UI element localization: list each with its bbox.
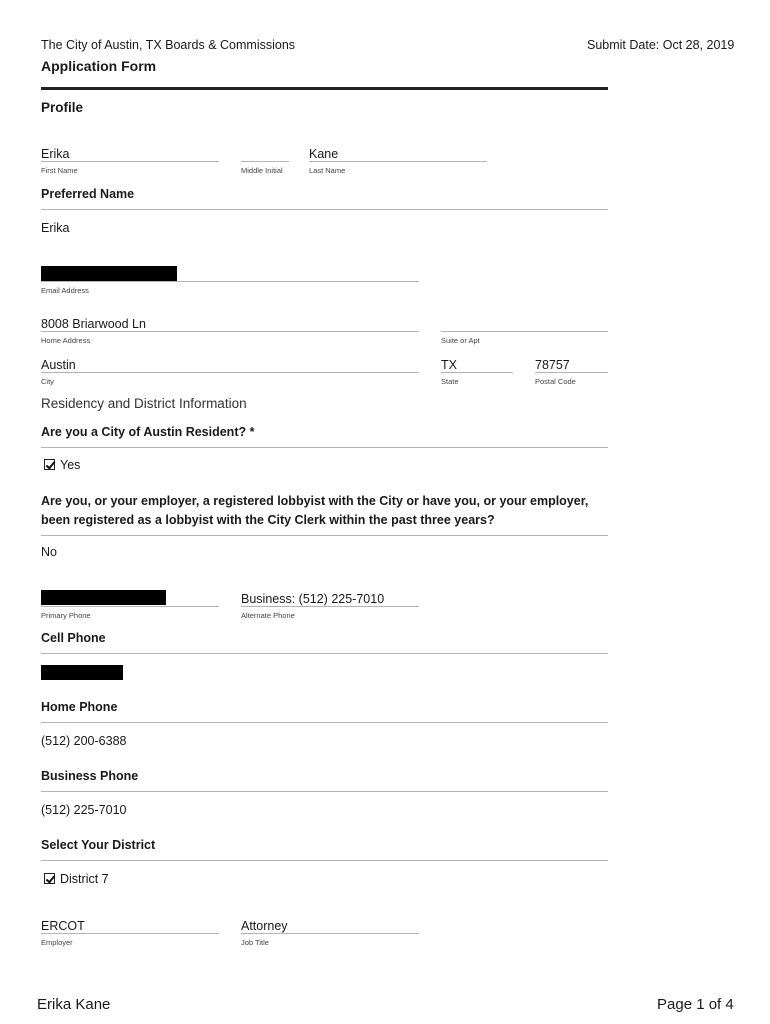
employer-caption: Employer [41, 938, 73, 947]
lobbyist-question: Are you, or your employer, a registered lobbyist with the City or have you, or your employer, been registered as a lobbyist with the City Clerk within the past three years? [41, 494, 589, 527]
cell-phone-redaction [41, 665, 123, 680]
question-underline [41, 209, 608, 210]
postal-code-field [535, 355, 608, 386]
residency-heading: Residency and District Information [41, 396, 247, 411]
employer-value: ERCOT [41, 919, 85, 933]
question-underline [41, 535, 608, 536]
business-phone-value: (512) 225-7010 [41, 803, 127, 817]
footer-applicant-name: Erika Kane [37, 996, 111, 1013]
middle-initial-caption: Middle Initial [241, 166, 283, 175]
preferred-name-block [41, 185, 608, 210]
postal-code-caption: Postal Code [535, 377, 576, 386]
first-name-value: Erika [41, 147, 70, 161]
last-name-caption: Last Name [309, 166, 346, 175]
resident-question-block [41, 423, 608, 448]
middle-initial-value [241, 144, 289, 160]
home-phone-value: (512) 200-6388 [41, 734, 127, 748]
city-value: Austin [41, 358, 76, 372]
field-underline [41, 606, 219, 607]
question-underline [41, 653, 608, 654]
title-divider [41, 87, 608, 90]
field-underline [441, 331, 608, 332]
home-address-field [41, 314, 419, 345]
resident-question: Are you a City of Austin Resident? * [41, 425, 255, 439]
home-phone-block [41, 698, 608, 723]
job-title-field [241, 916, 419, 947]
last-name-field [309, 144, 487, 175]
city-field [41, 355, 419, 386]
preferred-name-value: Erika [41, 221, 70, 235]
district-value: District 7 [60, 872, 109, 886]
page-number: Page 1 of 4 [657, 996, 734, 1013]
suite-caption: Suite or Apt [441, 336, 480, 345]
lobbyist-question-block [41, 492, 608, 536]
employer-field [41, 916, 219, 947]
submit-date: Submit Date: Oct 28, 2019 [587, 38, 735, 52]
organization-header: The City of Austin, TX Boards & Commissions [41, 38, 296, 52]
section-title-profile: Profile [41, 100, 84, 115]
field-underline [41, 281, 419, 282]
alternate-phone-caption: Alternate Phone [241, 611, 295, 620]
suite-field [441, 314, 608, 345]
checkbox-checked-icon [44, 873, 55, 884]
form-title: Application Form [41, 58, 157, 74]
cell-phone-label: Cell Phone [41, 631, 106, 645]
lobbyist-answer: No [41, 545, 57, 559]
question-underline [41, 447, 608, 448]
email-redaction [41, 266, 177, 281]
business-phone-label: Business Phone [41, 769, 139, 783]
job-title-caption: Job Title [241, 938, 269, 947]
email-caption: Email Address [41, 286, 89, 295]
question-underline [41, 860, 608, 861]
question-underline [41, 791, 608, 792]
field-underline [241, 161, 289, 162]
first-name-field [41, 144, 219, 175]
first-name-caption: First Name [41, 166, 78, 175]
field-underline [41, 372, 419, 373]
suite-value [441, 314, 608, 330]
preferred-name-label: Preferred Name [41, 187, 135, 201]
checkbox-checked-icon [44, 459, 55, 470]
home-phone-label: Home Phone [41, 700, 118, 714]
state-caption: State [441, 377, 459, 386]
resident-answer-label: Yes [60, 458, 81, 472]
district-answer [44, 872, 109, 886]
state-value: TX [441, 358, 457, 372]
middle-initial-field [241, 144, 289, 175]
district-label: Select Your District [41, 838, 156, 852]
home-address-caption: Home Address [41, 336, 91, 345]
job-title-value: Attorney [241, 919, 288, 933]
business-phone-block [41, 767, 608, 792]
alternate-phone-field [241, 589, 419, 620]
postal-code-value: 78757 [535, 358, 570, 372]
last-name-value: Kane [309, 147, 339, 161]
question-underline [41, 722, 608, 723]
state-field [441, 355, 513, 386]
alternate-phone-value: Business: (512) 225-7010 [241, 592, 385, 606]
home-address-value: 8008 Briarwood Ln [41, 317, 146, 331]
cell-phone-block [41, 629, 608, 654]
primary-phone-caption: Primary Phone [41, 611, 91, 620]
city-caption: City [41, 377, 54, 386]
primary-phone-redaction [41, 590, 166, 605]
district-block [41, 836, 608, 861]
resident-answer [44, 458, 80, 472]
